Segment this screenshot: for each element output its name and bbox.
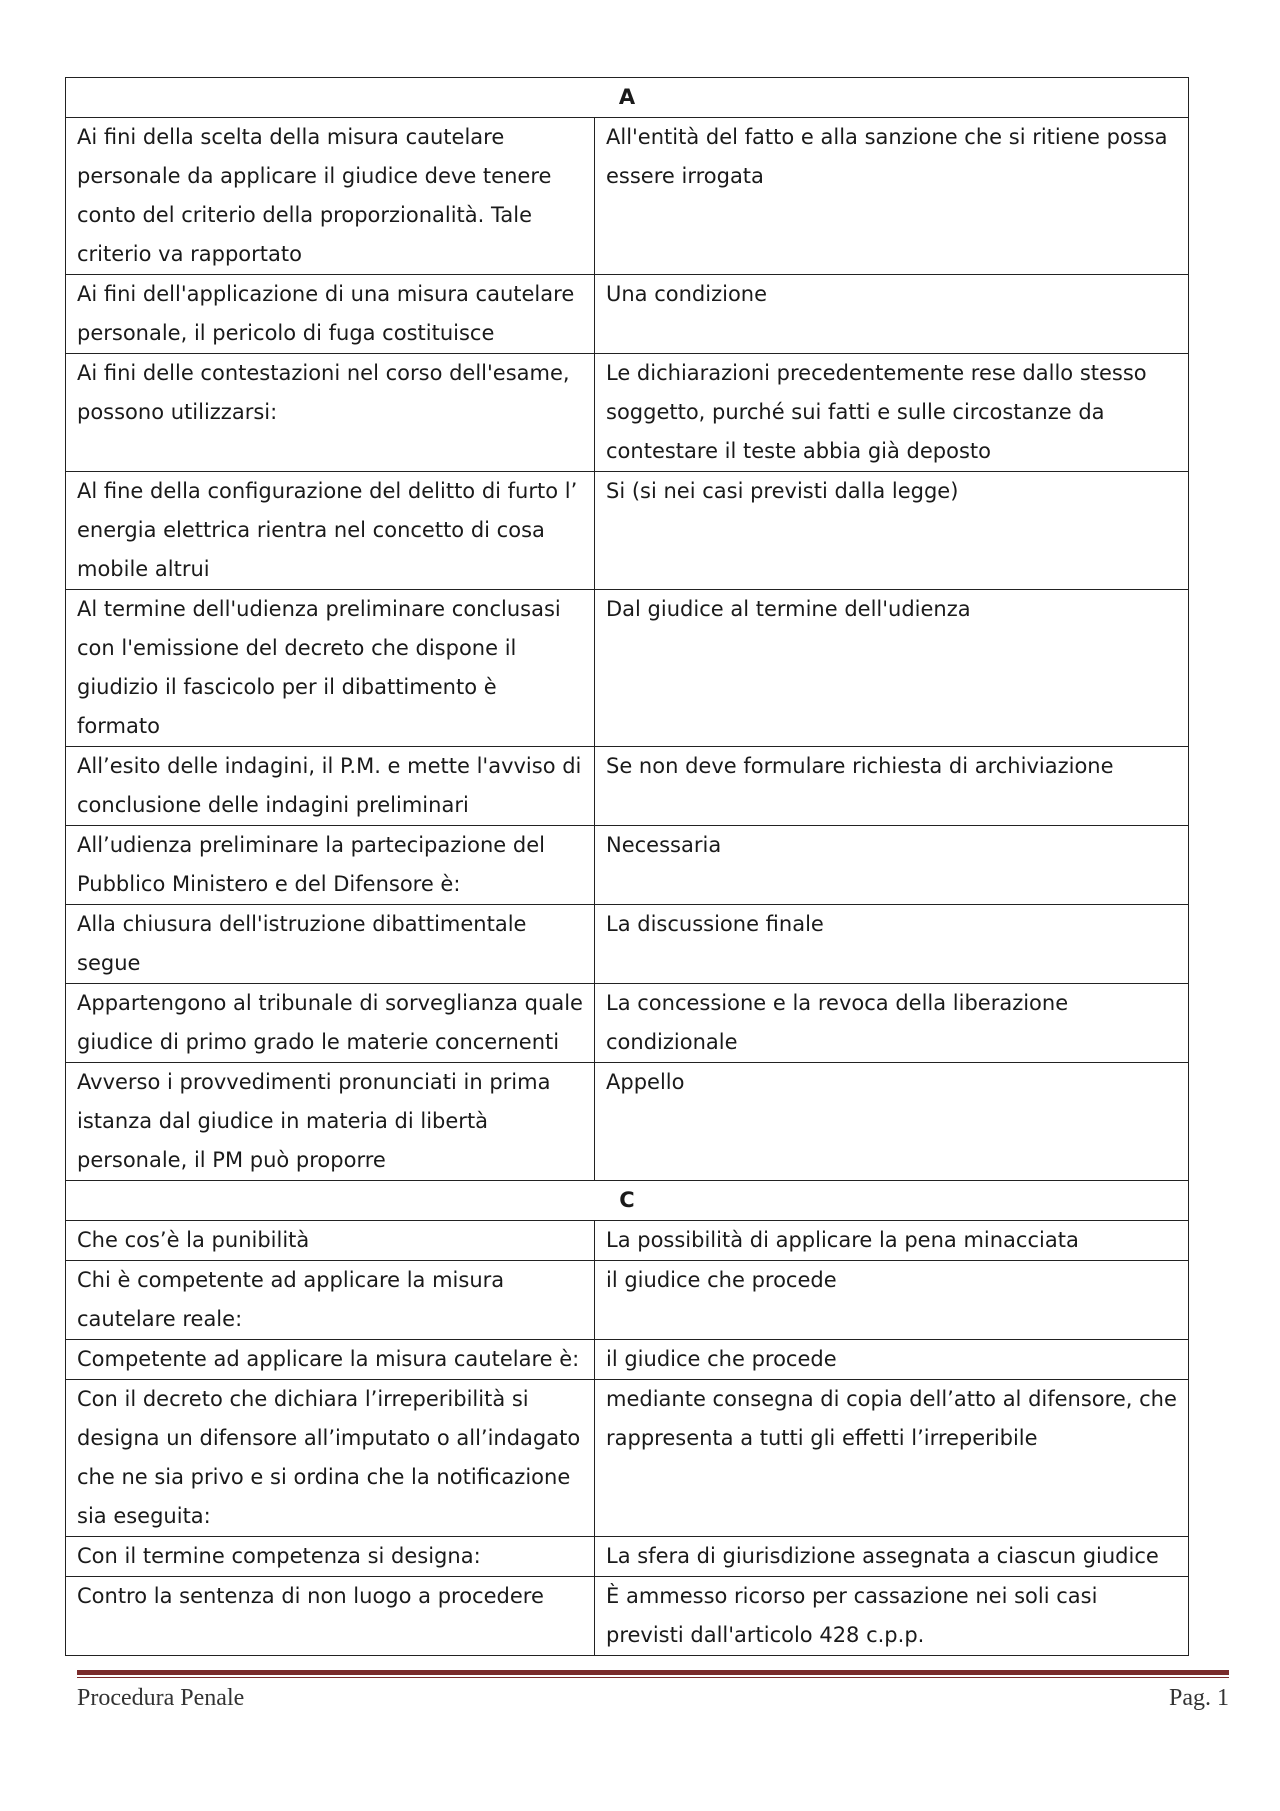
section-header-row xyxy=(66,1181,1189,1221)
answer-cell: Una condizione xyxy=(595,275,1189,354)
question-cell: Con il termine competenza si designa: xyxy=(66,1537,595,1577)
answer-cell: Se non deve formulare richiesta di archiviazione xyxy=(595,747,1189,826)
table-row xyxy=(66,275,1189,354)
footer-divider xyxy=(77,1670,1229,1675)
question-cell: Ai fini della scelta della misura cautelare personale da applicare il giudice deve tenere conto del criterio della proporzionalità. Tale criterio va rapportato xyxy=(66,118,595,275)
question-cell: Chi è competente ad applicare la misura cautelare reale: xyxy=(66,1261,595,1340)
footer-document-title: Procedura Penale xyxy=(77,1685,245,1711)
section-letter: A xyxy=(66,78,1189,118)
section-letter: C xyxy=(66,1181,1189,1221)
answer-cell: Si (si nei casi previsti dalla legge) xyxy=(595,472,1189,590)
table-row xyxy=(66,118,1189,275)
table-row xyxy=(66,354,1189,472)
footer-divider-thin xyxy=(77,1677,1229,1678)
question-cell: Con il decreto che dichiara l’irreperibilità si designa un difensore all’imputato o all’indagato che ne sia privo e si ordina che la notificazione sia eseguita: xyxy=(66,1380,595,1537)
answer-cell: Le dichiarazioni precedentemente rese dallo stesso soggetto, purché sui fatti e sulle circostanze da contestare il teste abbia già deposto xyxy=(595,354,1189,472)
table-row xyxy=(66,472,1189,590)
qa-table xyxy=(65,77,1189,1656)
question-cell: Alla chiusura dell'istruzione dibattimentale segue xyxy=(66,905,595,984)
answer-cell: La possibilità di applicare la pena minacciata xyxy=(595,1221,1189,1261)
table-row xyxy=(66,826,1189,905)
table-row xyxy=(66,984,1189,1063)
answer-cell: È ammesso ricorso per cassazione nei soli casi previsti dall'articolo 428 c.p.p. xyxy=(595,1577,1189,1656)
table-row xyxy=(66,747,1189,826)
answer-cell: La concessione e la revoca della liberazione condizionale xyxy=(595,984,1189,1063)
table-row xyxy=(66,1261,1189,1340)
table-row xyxy=(66,1380,1189,1537)
answer-cell: il giudice che procede xyxy=(595,1261,1189,1340)
answer-cell: Dal giudice al termine dell'udienza xyxy=(595,590,1189,747)
question-cell: Competente ad applicare la misura cautelare è: xyxy=(66,1340,595,1380)
answer-cell: Appello xyxy=(595,1063,1189,1181)
answer-cell: La discussione finale xyxy=(595,905,1189,984)
answer-cell: Necessaria xyxy=(595,826,1189,905)
question-cell: All’esito delle indagini, il P.M. e mette l'avviso di conclusione delle indagini preliminari xyxy=(66,747,595,826)
question-cell: Al termine dell'udienza preliminare conclusasi con l'emissione del decreto che dispone il giudizio il fascicolo per il dibattimento è formato xyxy=(66,590,595,747)
section-header-row xyxy=(66,78,1189,118)
question-cell: Ai fini delle contestazioni nel corso dell'esame, possono utilizzarsi: xyxy=(66,354,595,472)
question-cell: Avverso i provvedimenti pronunciati in prima istanza dal giudice in materia di libertà personale, il PM può proporre xyxy=(66,1063,595,1181)
question-cell: All’udienza preliminare la partecipazione del Pubblico Ministero e del Difensore è: xyxy=(66,826,595,905)
answer-cell: il giudice che procede xyxy=(595,1340,1189,1380)
answer-cell: La sfera di giurisdizione assegnata a ciascun giudice xyxy=(595,1537,1189,1577)
question-cell: Che cos’è la punibilità xyxy=(66,1221,595,1261)
question-cell: Al fine della configurazione del delitto di furto l’ energia elettrica rientra nel concetto di cosa mobile altrui xyxy=(66,472,595,590)
answer-cell: All'entità del fatto e alla sanzione che si ritiene possa essere irrogata xyxy=(595,118,1189,275)
table-row xyxy=(66,905,1189,984)
table-row xyxy=(66,1221,1189,1261)
table-row xyxy=(66,1577,1189,1656)
question-cell: Contro la sentenza di non luogo a procedere xyxy=(66,1577,595,1656)
question-cell: Ai fini dell'applicazione di una misura cautelare personale, il pericolo di fuga costituisce xyxy=(66,275,595,354)
answer-cell: mediante consegna di copia dell’atto al difensore, che rappresenta a tutti gli effetti l’irreperibile xyxy=(595,1380,1189,1537)
question-cell: Appartengono al tribunale di sorveglianza quale giudice di primo grado le materie concernenti xyxy=(66,984,595,1063)
footer-page-number: Pag. 1 xyxy=(1169,1685,1229,1711)
table-row xyxy=(66,1063,1189,1181)
table-row xyxy=(66,1537,1189,1577)
table-row xyxy=(66,1340,1189,1380)
table-row xyxy=(66,590,1189,747)
